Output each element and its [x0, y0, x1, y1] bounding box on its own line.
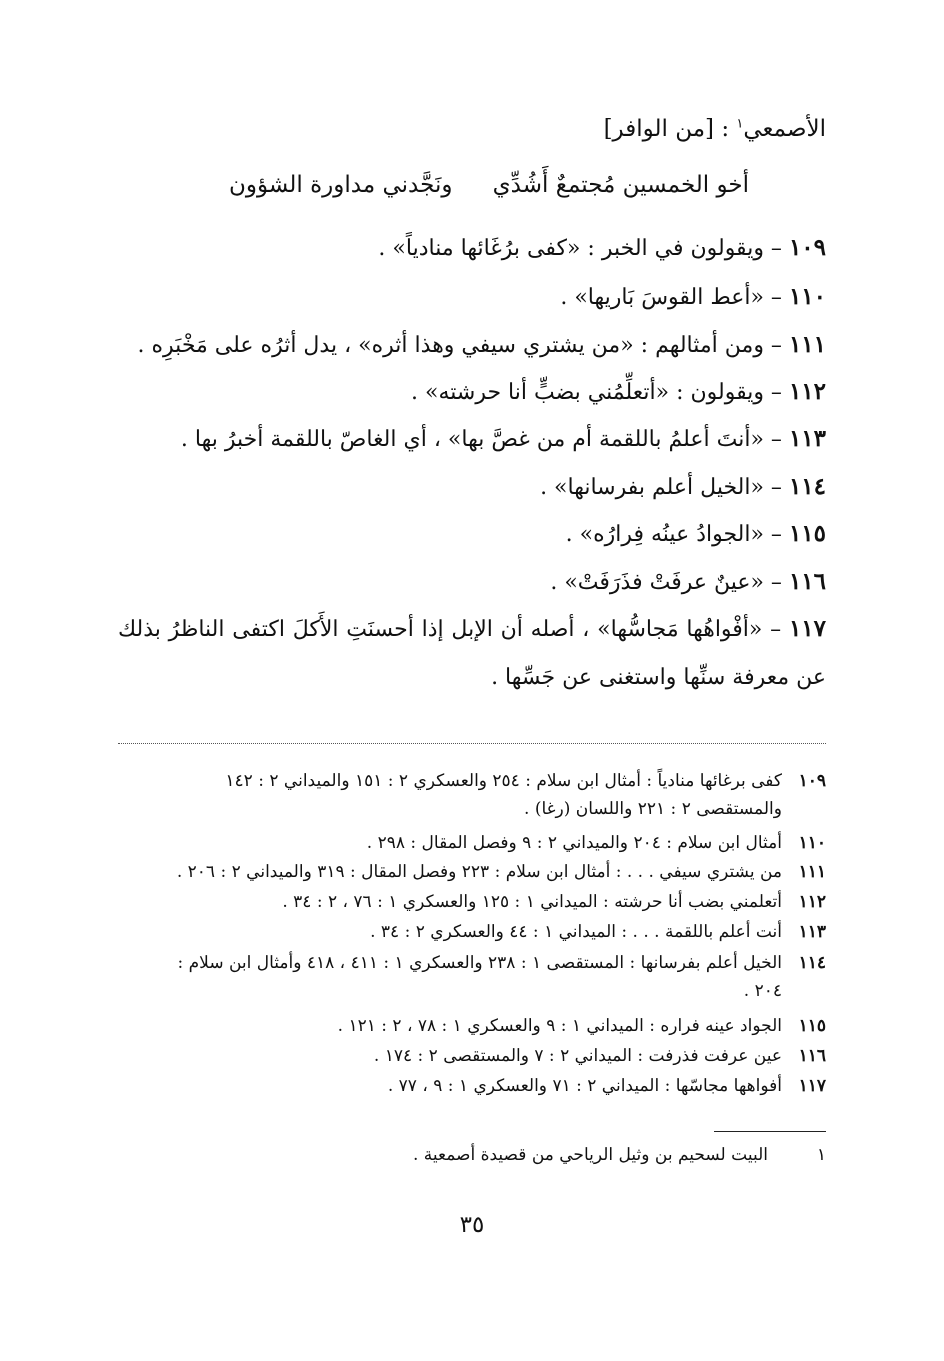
- note-109: [118, 767, 826, 823]
- note-number: ١١٧: [798, 1076, 826, 1096]
- verse-hemistich-2: ونَجَّدني مداورة الشؤون: [229, 172, 453, 198]
- footnote-mark: ١: [736, 116, 744, 132]
- page-number: ٣٥: [459, 1212, 485, 1238]
- entry-text: – ومن أمثالهم : «من يشتري سيفي وهذا أثره» ، يدل أثرُه على مَخْبَرِه .: [137, 333, 782, 358]
- entry-number: ١١٧: [788, 615, 826, 642]
- note-114: [118, 949, 826, 1005]
- note-text: الجواد عينه فراره : الميداني ١ : ٩ والعسكري ١ : ٧٨ ، ٢ : ١٢١ .: [337, 1016, 782, 1036]
- note-110: [118, 829, 826, 857]
- entry-115: [566, 519, 826, 550]
- poem-meter: : [من الوافر]: [603, 116, 730, 142]
- verse-hemistich-1: أخو الخمسين مُجتمعٌ أَشُدِّي: [492, 172, 749, 198]
- entry-text: – ويقولون : «أتعلِّمُني بضبٍّ أنا حرشته» .: [411, 380, 782, 405]
- notes-divider: [118, 743, 826, 744]
- footnote-text: البيت لسحيم بن وثيل الرياحي من قصيدة أصمعية .: [412, 1145, 768, 1165]
- entry-117: [118, 605, 826, 702]
- entry-number: ١١٥: [788, 520, 826, 547]
- note-text: أمثال ابن سلام : ٢٠٤ والميداني ٢ : ٩ وفصل المقال : ٢٩٨ .: [366, 833, 782, 853]
- entry-text: – «أفْواهُها مَجاسُّها» ، أصله أن الإبل إذا أحسنَتِ الأَكلَ اكتفى الناظرُ بذلك عن معرفة سنِّها واستغنى عن جَسِّها .: [118, 617, 826, 690]
- note-number: ١١١: [798, 862, 826, 882]
- note-number: ١١٥: [798, 1016, 826, 1036]
- note-text: كفى برغائها منادياً : أمثال ابن سلام : ٢٥٤ والعسكري ٢ : ١٥١ والميداني ٢ : ١٤٢: [225, 771, 782, 791]
- note-text: عين عرفت فذرفت : الميداني ٢ : ٧ والمستقصى ٢ : ١٧٤ .: [373, 1046, 782, 1066]
- entry-text: – ويقولون في الخبر : «كفى برُغَائها منادياً» .: [378, 236, 782, 261]
- note-116: [118, 1042, 826, 1070]
- poem-heading: [604, 116, 826, 142]
- entry-111: [138, 330, 826, 361]
- note-text-continued: والمستقصى ٢ : ٢٢١ واللسان (رغا) .: [524, 799, 782, 819]
- entry-text: – «أعط القوسَ بَاريها» .: [560, 285, 782, 310]
- poet-name: الأصمعي: [743, 116, 826, 142]
- entry-text: – «عينٌ عرفَتْ فذَرَفَتْ» .: [550, 570, 782, 595]
- note-text: أتعلمني بضب أنا حرشته : الميداني ١ : ١٢٥ والعسكري ١ : ٧٦ ، ٢ : ٣٤ .: [282, 892, 782, 912]
- poem-verse: [229, 172, 749, 212]
- note-number: ١١٢: [798, 892, 826, 912]
- entry-109: [378, 233, 826, 264]
- entry-text: – «الجوادُ عينُه فِرارُه» .: [565, 522, 782, 547]
- note-number: ١١٦: [798, 1046, 826, 1066]
- note-111: [118, 858, 826, 886]
- entry-number: ١١٣: [788, 425, 826, 452]
- note-number: ١١٤: [798, 953, 826, 973]
- entry-113: [181, 424, 826, 455]
- entry-number: ١١١: [788, 331, 826, 358]
- entry-112: [411, 377, 826, 408]
- footnote: [413, 1145, 826, 1165]
- footnote-divider: [714, 1131, 826, 1132]
- note-text: أفواهها مجاسّها : الميداني ٢ : ٧١ والعسكري ١ : ٩ ، ٧٧ .: [387, 1076, 782, 1096]
- entry-text: – «الخيل أعلم بفرسانها» .: [540, 475, 782, 500]
- note-text: أنت أعلم باللقمة . . . : الميداني ١ : ٤٤ والعسكري ٢ : ٣٤ .: [370, 922, 782, 942]
- entry-number: ١١٤: [788, 473, 826, 500]
- note-text-continued: ٢٠٤ .: [743, 981, 782, 1001]
- note-113: [118, 918, 826, 946]
- note-117: [118, 1072, 826, 1100]
- entry-110: [560, 282, 826, 313]
- entry-116: [550, 567, 826, 598]
- entry-number: ١١٦: [788, 568, 826, 595]
- note-115: [118, 1012, 826, 1040]
- entry-number: ١٠٩: [788, 234, 826, 261]
- entry-text: – «أنتَ أعلمُ باللقمة أم من غصَّ بها» ، أي الغاصّ باللقمة أخبرُ بها .: [180, 427, 782, 452]
- entry-114: [540, 472, 826, 503]
- note-number: ١١٠: [798, 833, 826, 853]
- footnote-number: ١: [816, 1145, 826, 1165]
- entry-number: ١١٢: [788, 378, 826, 405]
- note-number: ١١٣: [798, 922, 826, 942]
- note-112: [118, 888, 826, 916]
- note-text: الخيل أعلم بفرسانها : المستقصى ١ : ٢٣٨ والعسكري ١ : ٤١١ ، ٤١٨ وأمثال ابن سلام :: [177, 953, 782, 973]
- entry-number: ١١٠: [788, 283, 826, 310]
- note-text: من يشتري سيفي . . . : أمثال ابن سلام : ٢٢٣ وفصل المقال : ٣١٩ والميداني ٢ : ٢٠٦ .: [176, 862, 782, 882]
- note-number: ١٠٩: [798, 771, 826, 791]
